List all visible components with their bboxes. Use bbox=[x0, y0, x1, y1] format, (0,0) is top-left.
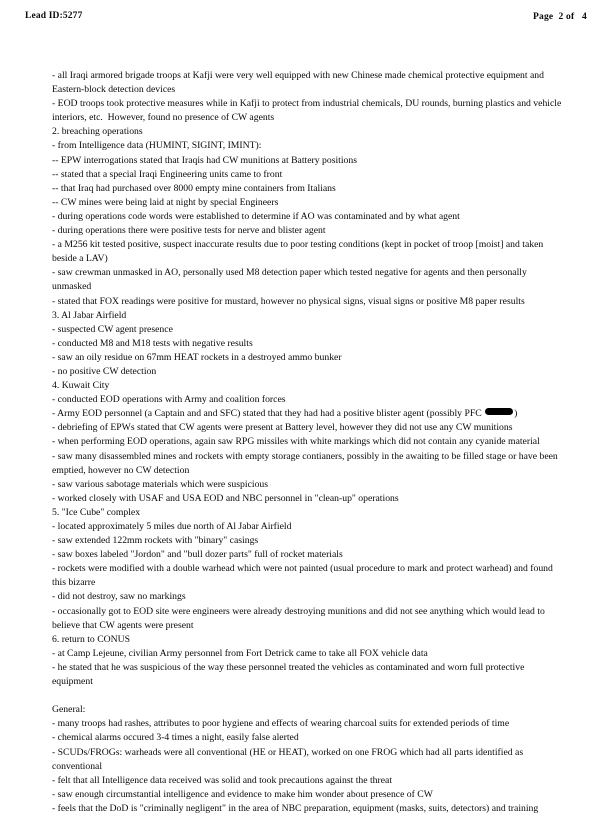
document-line: - stated that FOX readings were positive for mustard, however no physical signs, visual signs or positive M8 paper results bbox=[52, 295, 525, 307]
document-line: 3. Al Jabar Airfield bbox=[52, 309, 127, 321]
document-body bbox=[52, 69, 565, 816]
document-line: - during operations code words were established to determine if AO was contaminated and by what agent bbox=[52, 210, 460, 222]
document-line: - saw many disassembled mines and rockets with empty storage contianers, possibly in the awaiting to be filled stage or have been emptied, however no CW detection bbox=[52, 450, 561, 476]
page-number-indicator: Page 2 of 4 bbox=[533, 12, 587, 22]
document-line: - located approximately 5 miles due north of Al Jabar Airfield bbox=[52, 521, 292, 532]
document-line: - a M256 kit tested positive, suspect inaccurate results due to poor testing conditions (kept in pocket of troop [moist] and taken beside a LAV) bbox=[52, 239, 546, 265]
document-line: - he stated that he was suspicious of the way these personnel treated the vehicles as contaminated and worn full protective equipment bbox=[52, 661, 527, 688]
document-line: - conducted EOD operations with Army and coalition forces bbox=[52, 394, 286, 406]
lead-id-label: Lead ID:5277 bbox=[25, 11, 83, 21]
document-line: - felt that all Intelligence data received was solid and took precautions against the threat bbox=[52, 774, 393, 786]
document-line: - conducted M8 and M18 tests with negative results bbox=[52, 337, 253, 349]
document-line: - debriefing of EPWs stated that CW agents were present at Battery level, however they did not use any CW munitions bbox=[52, 422, 513, 434]
document-line: -- CW mines were being laid at night by special Engineers bbox=[52, 196, 279, 208]
document-line: - saw various sabotage materials which were suspicious bbox=[52, 478, 269, 490]
document-line: - during operations there were positive tests for nerve and blister agent bbox=[52, 225, 326, 237]
redacted-line-suffix: ) bbox=[514, 408, 518, 420]
document-line: - when performing EOD operations, again saw RPG missiles with white markings which did not contain any cyanide material bbox=[52, 436, 540, 448]
document-line: 6. return to CONUS bbox=[52, 633, 131, 645]
document-line: - from Intelligence data (HUMINT, SIGINT, IMINT): bbox=[52, 140, 262, 152]
document-line: - many troops had rashes, attributes to poor hygiene and effects of wearing charcoal suits for extended periods of time bbox=[52, 718, 510, 730]
document-line: - EOD troops took protective measures while in Kafji to protect from industrial chemicals, DU rounds, burning plastics and vehicle interiors, etc. However, found no presence of CW agents bbox=[52, 98, 564, 124]
document-line: -- stated that a special Iraqi Engineering units came to front bbox=[52, 168, 283, 180]
document-line: - saw boxes labeled "Jordon" and "bull dozer parts" full of rocket materials bbox=[52, 549, 343, 561]
document-line: - saw crewman unmasked in AO, personally used M8 detection paper which tested negative for agents and then personally unmasked bbox=[52, 267, 530, 293]
document-line: - saw an oily residue on 67mm HEAT rockets in a destroyed ammo bunker bbox=[52, 351, 342, 363]
document-line: - rockets were modified with a double warhead which were not painted (usual procedure to mark and protect warhead) and found this bizarre bbox=[52, 563, 556, 589]
document-line: - no positive CW detection bbox=[52, 365, 157, 377]
redacted-line-prefix: - Army EOD personnel (a Captain and and SFC) stated that they had had a positive blister agent (possibly PFC bbox=[52, 408, 485, 420]
document-line: - saw extended 122mm rockets with "binary" casings bbox=[52, 535, 259, 547]
document-line: - SCUDs/FROGs: warheads were all conventional (HE or HEAT), worked on one FROG which had all parts identified as conventional bbox=[52, 746, 526, 772]
document-line: -- that Iraq had purchased over 8000 empty mine containers from Italians bbox=[52, 182, 336, 194]
document-line: - at Camp Lejeune, civilian Army personnel from Fort Detrick came to take all FOX vehicle data bbox=[52, 647, 428, 659]
redaction-bar bbox=[485, 408, 513, 415]
document-line: 2. breaching operations bbox=[52, 126, 143, 138]
page-header bbox=[0, 11, 615, 27]
document-blank-line bbox=[52, 689, 565, 703]
document-line: 5. "Ice Cube" complex bbox=[52, 506, 141, 518]
document-line: - suspected CW agent presence bbox=[52, 323, 173, 335]
document-line: - chemical alarms occured 3-4 times a night, easily false alerted bbox=[52, 732, 299, 744]
document-line: General: bbox=[52, 704, 86, 716]
document-line: -- EPW interrogations stated that Iraqis had CW munitions at Battery positions bbox=[52, 154, 358, 166]
document-line: 4. Kuwait City bbox=[52, 380, 110, 392]
document-line: - all Iraqi armored brigade troops at Kafji were very well equipped with new Chinese made chemical protective equipment and Eastern-block detection devices bbox=[52, 70, 547, 96]
document-line-redacted bbox=[52, 407, 565, 421]
document-line: - saw enough circumstantial intelligence and evidence to make him wonder about presence of CW bbox=[52, 788, 433, 800]
document-line: - occasionally got to EOD site were engineers were already destroying munitions and did not see anything which would lead to believe that CW agents were present bbox=[52, 605, 548, 631]
document-line: - feels that the DoD is "criminally negligent" in the area of NBC preparation, equipment (masks, suits, detectors) and training bbox=[52, 802, 539, 814]
document-line: - did not destroy, saw no markings bbox=[52, 591, 186, 603]
document-line: - worked closely with USAF and USA EOD and NBC personnel in "clean-up" operations bbox=[52, 492, 399, 504]
